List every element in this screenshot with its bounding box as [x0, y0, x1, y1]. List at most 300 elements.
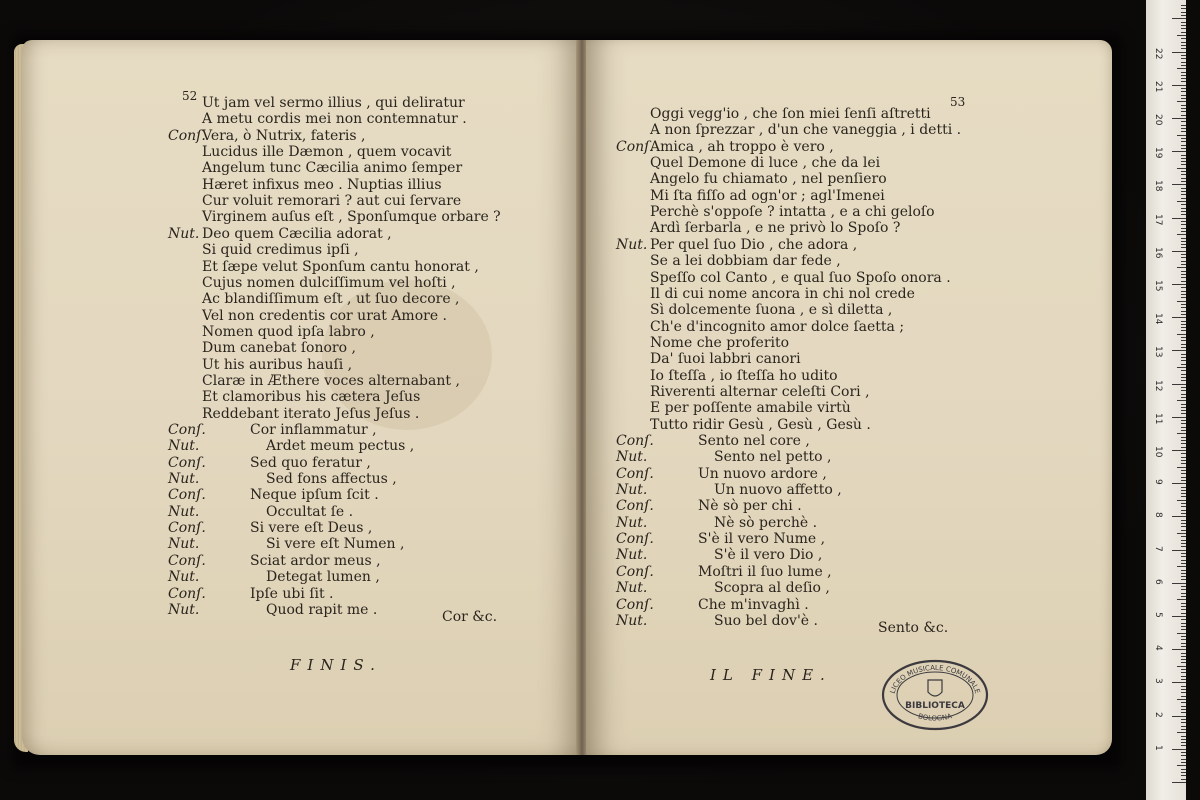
ruler-tick: [1181, 141, 1186, 142]
ruler-tick: [1172, 550, 1186, 551]
verse-line: Nomen quod ipſa labro ,: [202, 323, 375, 340]
ruler-tick: [1181, 736, 1186, 737]
ruler-tick: [1177, 500, 1186, 501]
ruler-tick: [1181, 321, 1186, 322]
ruler-tick: [1181, 155, 1186, 156]
ruler-tick: [1181, 377, 1186, 378]
ruler-number: 16: [1153, 246, 1163, 259]
ruler-number: 17: [1153, 213, 1163, 226]
stamp-inner-text: BIBLIOTECA: [905, 701, 965, 711]
ruler-tick: [1181, 473, 1186, 474]
ruler-tick: [1181, 762, 1186, 763]
ruler-tick: [1181, 138, 1186, 139]
ruler-tick: [1181, 394, 1186, 395]
ruler-number: 19: [1153, 147, 1163, 159]
ruler-tick: [1181, 702, 1186, 703]
ruler-tick: [1181, 374, 1186, 375]
ruler-tick: [1177, 267, 1186, 268]
ruler-tick: [1181, 613, 1186, 614]
ruler-tick: [1177, 467, 1186, 468]
ruler-tick: [1181, 198, 1186, 199]
ruler-tick: [1181, 221, 1186, 222]
ruler-tick: [1181, 307, 1186, 308]
ruler-tick: [1177, 101, 1186, 102]
speaker-label: Nut.: [616, 449, 648, 466]
verse-line: Per quel ſuo Dio , che adora ,: [650, 236, 858, 253]
ruler-tick: [1177, 234, 1186, 235]
ruler-number: 2: [1153, 711, 1163, 718]
ruler-tick: [1177, 765, 1186, 766]
ruler-tick: [1181, 194, 1186, 195]
ruler-tick: [1181, 443, 1186, 444]
ruler-tick: [1181, 672, 1186, 673]
ruler-tick: [1177, 301, 1186, 302]
ruler-tick: [1181, 623, 1186, 624]
ruler-tick: [1181, 271, 1186, 272]
ruler-tick: [1181, 174, 1186, 175]
ruler-number: 4: [1153, 645, 1163, 651]
ruler-tick: [1181, 689, 1186, 690]
left-page: [22, 40, 578, 755]
ruler-tick: [1181, 553, 1186, 554]
ruler-tick: [1181, 510, 1186, 511]
ruler-tick: [1181, 775, 1186, 776]
ruler-tick: [1181, 676, 1186, 677]
ruler-tick: [1181, 181, 1186, 182]
ruler-tick: [1181, 490, 1186, 491]
verse-line: Il di cui nome ancora in chi nol crede: [650, 285, 915, 302]
ruler-tick: [1177, 400, 1186, 401]
ruler-tick: [1181, 546, 1186, 547]
speaker-label: Nut.: [616, 547, 648, 564]
ruler-tick: [1181, 427, 1186, 428]
library-stamp: [880, 658, 990, 732]
ruler-tick: [1181, 506, 1186, 507]
ruler-tick: [1181, 148, 1186, 149]
ruler-tick: [1181, 656, 1186, 657]
ruler-tick: [1181, 570, 1186, 571]
ruler-tick: [1181, 208, 1186, 209]
ruler-tick: [1181, 755, 1186, 756]
verse-line: Ardet meum pectus ,: [266, 438, 415, 455]
ruler-tick: [1181, 493, 1186, 494]
ruler-tick: [1181, 78, 1186, 79]
verse-line: Ac blandiſſimum eſt , ut ſuo decore ,: [202, 291, 460, 308]
ruler-tick: [1172, 118, 1186, 119]
ruler-tick: [1181, 480, 1186, 481]
ruler-tick: [1181, 264, 1186, 265]
end-text-right: IL FINE.: [710, 666, 832, 684]
ruler-tick: [1181, 536, 1186, 537]
verse-line: Et ſæpe velut Sponſum cantu honorat ,: [202, 258, 479, 275]
ruler-tick: [1177, 201, 1186, 202]
ruler-tick: [1181, 477, 1186, 478]
ruler-tick: [1181, 58, 1186, 59]
ruler-tick: [1181, 5, 1186, 6]
ruler-tick: [1181, 42, 1186, 43]
ruler-tick: [1181, 81, 1186, 82]
ruler-tick: [1181, 513, 1186, 514]
verse-line: Sento nel core ,: [698, 433, 810, 449]
ruler-tick: [1181, 164, 1186, 165]
ruler-tick: [1181, 38, 1186, 39]
ruler-tick: [1181, 357, 1186, 358]
speaker-label: Nut.: [616, 236, 648, 253]
verse-line: Vera, ò Nutrix, fateris ,: [202, 127, 366, 144]
ruler-tick: [1181, 241, 1186, 242]
ruler-tick: [1172, 85, 1186, 86]
ruler-tick: [1181, 397, 1186, 398]
ruler-tick: [1181, 91, 1186, 92]
ruler-tick: [1181, 719, 1186, 720]
ruler-tick: [1181, 619, 1186, 620]
ruler-tick: [1181, 629, 1186, 630]
ruler-tick: [1177, 68, 1186, 69]
ruler-tick: [1172, 516, 1186, 517]
verse-line: Nè sò per chi .: [698, 498, 802, 515]
speaker-label: Conſ.: [168, 422, 206, 438]
ruler-tick: [1172, 18, 1186, 19]
ruler-tick: [1181, 563, 1186, 564]
verse-line: Sed fons affectus ,: [266, 471, 397, 488]
ruler-number: 21: [1153, 80, 1163, 93]
ruler-tick: [1181, 247, 1186, 248]
verse-line: Sciat ardor meus ,: [250, 552, 381, 569]
ruler-tick: [1181, 274, 1186, 275]
refrain-cue-left: Cor &c.: [442, 609, 498, 625]
verse-line: Virginem auſus eſt , Sponſumque orbare ?: [202, 209, 501, 226]
ruler-tick: [1181, 696, 1186, 697]
speaker-label: Conſ.: [168, 454, 206, 471]
ruler-tick: [1181, 188, 1186, 189]
verse-line: Cujus nomen dulciſſimum vel hoſti ,: [202, 274, 456, 291]
speaker-label: Nut.: [168, 601, 200, 618]
ruler-tick: [1181, 304, 1186, 305]
ruler-tick: [1181, 330, 1186, 331]
ruler-tick: [1181, 662, 1186, 663]
ruler-tick: [1181, 238, 1186, 239]
ruler-tick: [1177, 135, 1186, 136]
verse-line: S'è il vero Dio ,: [714, 547, 823, 564]
ruler-tick: [1181, 692, 1186, 693]
ruler-tick: [1181, 161, 1186, 162]
verse-line: Nome che proferito: [650, 334, 790, 351]
speaker-label: Nut.: [616, 580, 648, 597]
speaker-label: Conſ.: [616, 465, 654, 482]
verse-line: Perchè s'oppoſe ? intatta , e a chi geloſo: [650, 204, 935, 221]
ruler-tick: [1181, 254, 1186, 255]
measurement-ruler: [1146, 0, 1186, 800]
verse-line: Amica , ah troppo è vero ,: [650, 138, 834, 155]
ruler-tick: [1181, 370, 1186, 371]
ruler-number: 11: [1153, 412, 1163, 425]
ruler-tick: [1181, 105, 1186, 106]
ruler-tick: [1181, 745, 1186, 746]
ruler-tick: [1181, 128, 1186, 129]
ruler-tick: [1181, 686, 1186, 687]
ruler-tick: [1181, 643, 1186, 644]
verse-line: Angelum tunc Cæcilia animo ſemper: [202, 160, 463, 177]
ruler-tick: [1172, 450, 1186, 451]
ruler-tick: [1181, 261, 1186, 262]
ruler-tick: [1181, 526, 1186, 527]
ruler-tick: [1181, 779, 1186, 780]
speaker-label: Nut.: [168, 503, 200, 520]
ruler-tick: [1181, 470, 1186, 471]
speaker-label: Nut.: [168, 438, 200, 455]
ruler-tick: [1181, 28, 1186, 29]
ruler-tick: [1181, 314, 1186, 315]
ruler-tick: [1181, 560, 1186, 561]
ruler-tick: [1172, 616, 1186, 617]
verse-line: Riverenti alternar celeſti Cori ,: [650, 383, 870, 400]
ruler-tick: [1181, 460, 1186, 461]
ruler-tick: [1181, 679, 1186, 680]
ruler-tick: [1181, 178, 1186, 179]
speaker-label: Nut.: [616, 514, 648, 531]
speaker-label: Conſ.: [616, 498, 654, 515]
ruler-tick: [1181, 709, 1186, 710]
ruler-tick: [1181, 191, 1186, 192]
verse-line: Neque ipſum ſcit .: [250, 487, 379, 504]
ruler-tick: [1172, 284, 1186, 285]
speaker-label: Conſ.: [616, 433, 654, 449]
ruler-tick: [1181, 487, 1186, 488]
verse-line: Et clamoribus his cætera Jeſus: [202, 389, 421, 406]
speaker-label: Nut.: [168, 569, 200, 586]
speaker-label: Nut.: [616, 482, 648, 499]
speaker-label: Conſ.: [168, 552, 206, 569]
verse-line: Hæret infixus meo . Nuptias illius: [202, 176, 442, 193]
ruler-tick: [1177, 35, 1186, 36]
ruler-tick: [1181, 729, 1186, 730]
ruler-tick: [1181, 722, 1186, 723]
ruler-tick: [1181, 606, 1186, 607]
ruler-tick: [1172, 317, 1186, 318]
ruler-tick: [1181, 543, 1186, 544]
ruler-tick: [1181, 32, 1186, 33]
verse-line: Un nuovo ardore ,: [698, 465, 827, 482]
verse-line: Quod rapit me .: [266, 601, 378, 618]
verse-line: Da' ſuoi labbri canori: [650, 351, 801, 368]
ruler-number: 7: [1153, 545, 1163, 552]
ruler-number: 12: [1153, 379, 1163, 392]
ruler-tick: [1181, 726, 1186, 727]
ruler-tick: [1181, 447, 1186, 448]
ruler-tick: [1181, 576, 1186, 577]
ruler-tick: [1181, 609, 1186, 610]
ruler-tick: [1181, 706, 1186, 707]
ruler-tick: [1172, 251, 1186, 252]
ruler-tick: [1181, 125, 1186, 126]
ruler-tick: [1181, 752, 1186, 753]
ruler-tick: [1181, 712, 1186, 713]
speaker-label: Conſ.: [616, 563, 654, 580]
ruler-tick: [1181, 437, 1186, 438]
verse-line: Ch'e d'incognito amor dolce ſaetta ;: [650, 318, 905, 335]
verse-line: Mi ſta fiſſo ad ogn'or ; agl'Imenei: [650, 187, 885, 204]
ruler-tick: [1181, 98, 1186, 99]
ruler-tick: [1172, 749, 1186, 750]
ruler-tick: [1181, 603, 1186, 604]
ruler-tick: [1181, 739, 1186, 740]
ruler-number: 10: [1153, 446, 1163, 458]
ruler-tick: [1181, 407, 1186, 408]
ruler-tick: [1172, 151, 1186, 152]
ruler-tick: [1177, 633, 1186, 634]
verse-line: Deo quem Cæcilia adorat ,: [202, 225, 392, 242]
ruler-tick: [1181, 430, 1186, 431]
ruler-tick: [1181, 364, 1186, 365]
verse-line: Sed quo feratur ,: [250, 454, 371, 471]
verse-line: Tutto ridir Gesù , Gesù , Gesù .: [650, 416, 871, 433]
ruler-tick: [1181, 55, 1186, 56]
ruler-tick: [1181, 420, 1186, 421]
verse-line: Lucidus ille Dæmon , quem vocavit: [202, 144, 452, 161]
ruler-tick: [1172, 682, 1186, 683]
verse-line: Ardì ſerbarla , e ne privò lo Spoſo ?: [650, 220, 901, 237]
speaker-label: Conſ.: [616, 138, 654, 155]
ruler-tick: [1181, 294, 1186, 295]
speaker-label: Conſ.: [616, 596, 654, 613]
speaker-label: Conſ.: [168, 127, 206, 144]
ruler-tick: [1181, 231, 1186, 232]
ruler-tick: [1181, 95, 1186, 96]
ruler-tick: [1181, 131, 1186, 132]
ruler-tick: [1172, 184, 1186, 185]
ruler-tick: [1172, 417, 1186, 418]
speaker-label: Nut.: [168, 536, 200, 553]
ruler-tick: [1181, 463, 1186, 464]
ruler-tick: [1177, 566, 1186, 567]
verse-line: Oggi vegg'io , che ſon miei ſenſi aſtretti: [650, 106, 931, 122]
ruler-tick: [1172, 782, 1186, 783]
verse-line: Nè sò perchè .: [714, 514, 818, 531]
verse-line: Cor inflammatur ,: [250, 422, 377, 438]
ruler-number: 9: [1153, 479, 1163, 485]
ruler-tick: [1181, 626, 1186, 627]
ruler-tick: [1181, 344, 1186, 345]
ruler-tick: [1181, 277, 1186, 278]
ruler-tick: [1181, 337, 1186, 338]
ruler-tick: [1172, 583, 1186, 584]
ruler-tick: [1181, 224, 1186, 225]
verse-line: Suo bel dov'è .: [714, 612, 818, 629]
verse-line: Quel Demone di luce , che da lei: [650, 155, 881, 172]
ruler-tick: [1181, 287, 1186, 288]
ruler-tick: [1181, 108, 1186, 109]
ruler-tick: [1181, 523, 1186, 524]
ruler-tick: [1181, 15, 1186, 16]
verse-line: Scopra al deſio ,: [714, 580, 830, 597]
speaker-label: Nut.: [168, 471, 200, 488]
ruler-tick: [1181, 45, 1186, 46]
ruler-tick: [1177, 599, 1186, 600]
ruler-tick: [1181, 759, 1186, 760]
right-page: [586, 40, 1112, 755]
ruler-tick: [1181, 228, 1186, 229]
ruler-tick: [1181, 540, 1186, 541]
ruler-tick: [1181, 8, 1186, 9]
verse-line: Occultat ſe .: [266, 503, 354, 520]
ruler-tick: [1181, 593, 1186, 594]
verse-line: Speſſo col Canto , e qual ſuo Spoſo onora .: [650, 269, 951, 286]
ruler-tick: [1181, 171, 1186, 172]
ruler-tick: [1181, 22, 1186, 23]
ruler-tick: [1181, 340, 1186, 341]
ruler-tick: [1181, 573, 1186, 574]
ruler-tick: [1181, 453, 1186, 454]
ruler-tick: [1181, 589, 1186, 590]
ruler-tick: [1181, 145, 1186, 146]
ruler-tick: [1181, 211, 1186, 212]
verse-line: Cur voluit remorari ? aut cui ſervare: [202, 193, 462, 210]
verse-line: Reddebant iterato Jeſus Jeſus .: [202, 405, 420, 422]
ruler-tick: [1172, 483, 1186, 484]
ruler-number: 18: [1153, 180, 1163, 192]
ruler-tick: [1181, 653, 1186, 654]
verse-line: Sento nel petto ,: [714, 449, 832, 466]
verse-line: Angelo fu chiamato , nel penſiero: [650, 171, 887, 188]
ruler-tick: [1177, 168, 1186, 169]
verse-line: Se a lei dobbiam dar fede ,: [650, 253, 841, 270]
ruler-tick: [1181, 440, 1186, 441]
ruler-tick: [1181, 75, 1186, 76]
ruler-tick: [1177, 666, 1186, 667]
ruler-tick: [1181, 204, 1186, 205]
ruler-tick: [1177, 699, 1186, 700]
ruler-tick: [1177, 732, 1186, 733]
ruler-tick: [1181, 88, 1186, 89]
ruler-tick: [1181, 457, 1186, 458]
speaker-label: Conſ.: [168, 585, 206, 602]
ruler-number: 14: [1153, 313, 1163, 325]
ruler-tick: [1181, 387, 1186, 388]
ruler-tick: [1181, 659, 1186, 660]
ruler-tick: [1172, 384, 1186, 385]
ruler-tick: [1181, 327, 1186, 328]
ruler-number: 15: [1153, 280, 1163, 292]
speaker-label: Conſ.: [168, 487, 206, 504]
ruler-tick: [1172, 649, 1186, 650]
ruler-tick: [1177, 433, 1186, 434]
ruler-tick: [1172, 52, 1186, 53]
end-text-left: FINIS.: [290, 656, 382, 674]
ruler-tick: [1172, 350, 1186, 351]
stamp-outer-text: LICEO MUSICALE COMUNALE: [888, 663, 982, 695]
ruler-tick: [1181, 72, 1186, 73]
ruler-tick: [1181, 639, 1186, 640]
ruler-tick: [1181, 423, 1186, 424]
ruler-tick: [1181, 586, 1186, 587]
ruler-tick: [1181, 772, 1186, 773]
page-number-left: 52: [182, 89, 198, 103]
verse-line: E per poſſente amabile virtù: [650, 400, 851, 417]
ruler-tick: [1181, 496, 1186, 497]
verse-line: Dum canebat ſonoro ,: [202, 340, 356, 357]
ruler-tick: [1181, 742, 1186, 743]
ruler-tick: [1181, 769, 1186, 770]
verse-line: Ut jam vel sermo illius , qui deliratur: [202, 95, 465, 111]
stamp-bottom-text: BOLOGNA: [917, 712, 953, 723]
verse-line: Si vere eſt Deus ,: [250, 520, 373, 537]
ruler-tick: [1181, 503, 1186, 504]
speaker-label: Nut.: [616, 612, 648, 629]
ruler-tick: [1181, 520, 1186, 521]
ruler-number: 1: [1153, 744, 1163, 751]
ruler-tick: [1181, 121, 1186, 122]
ruler-number: 13: [1153, 346, 1163, 358]
